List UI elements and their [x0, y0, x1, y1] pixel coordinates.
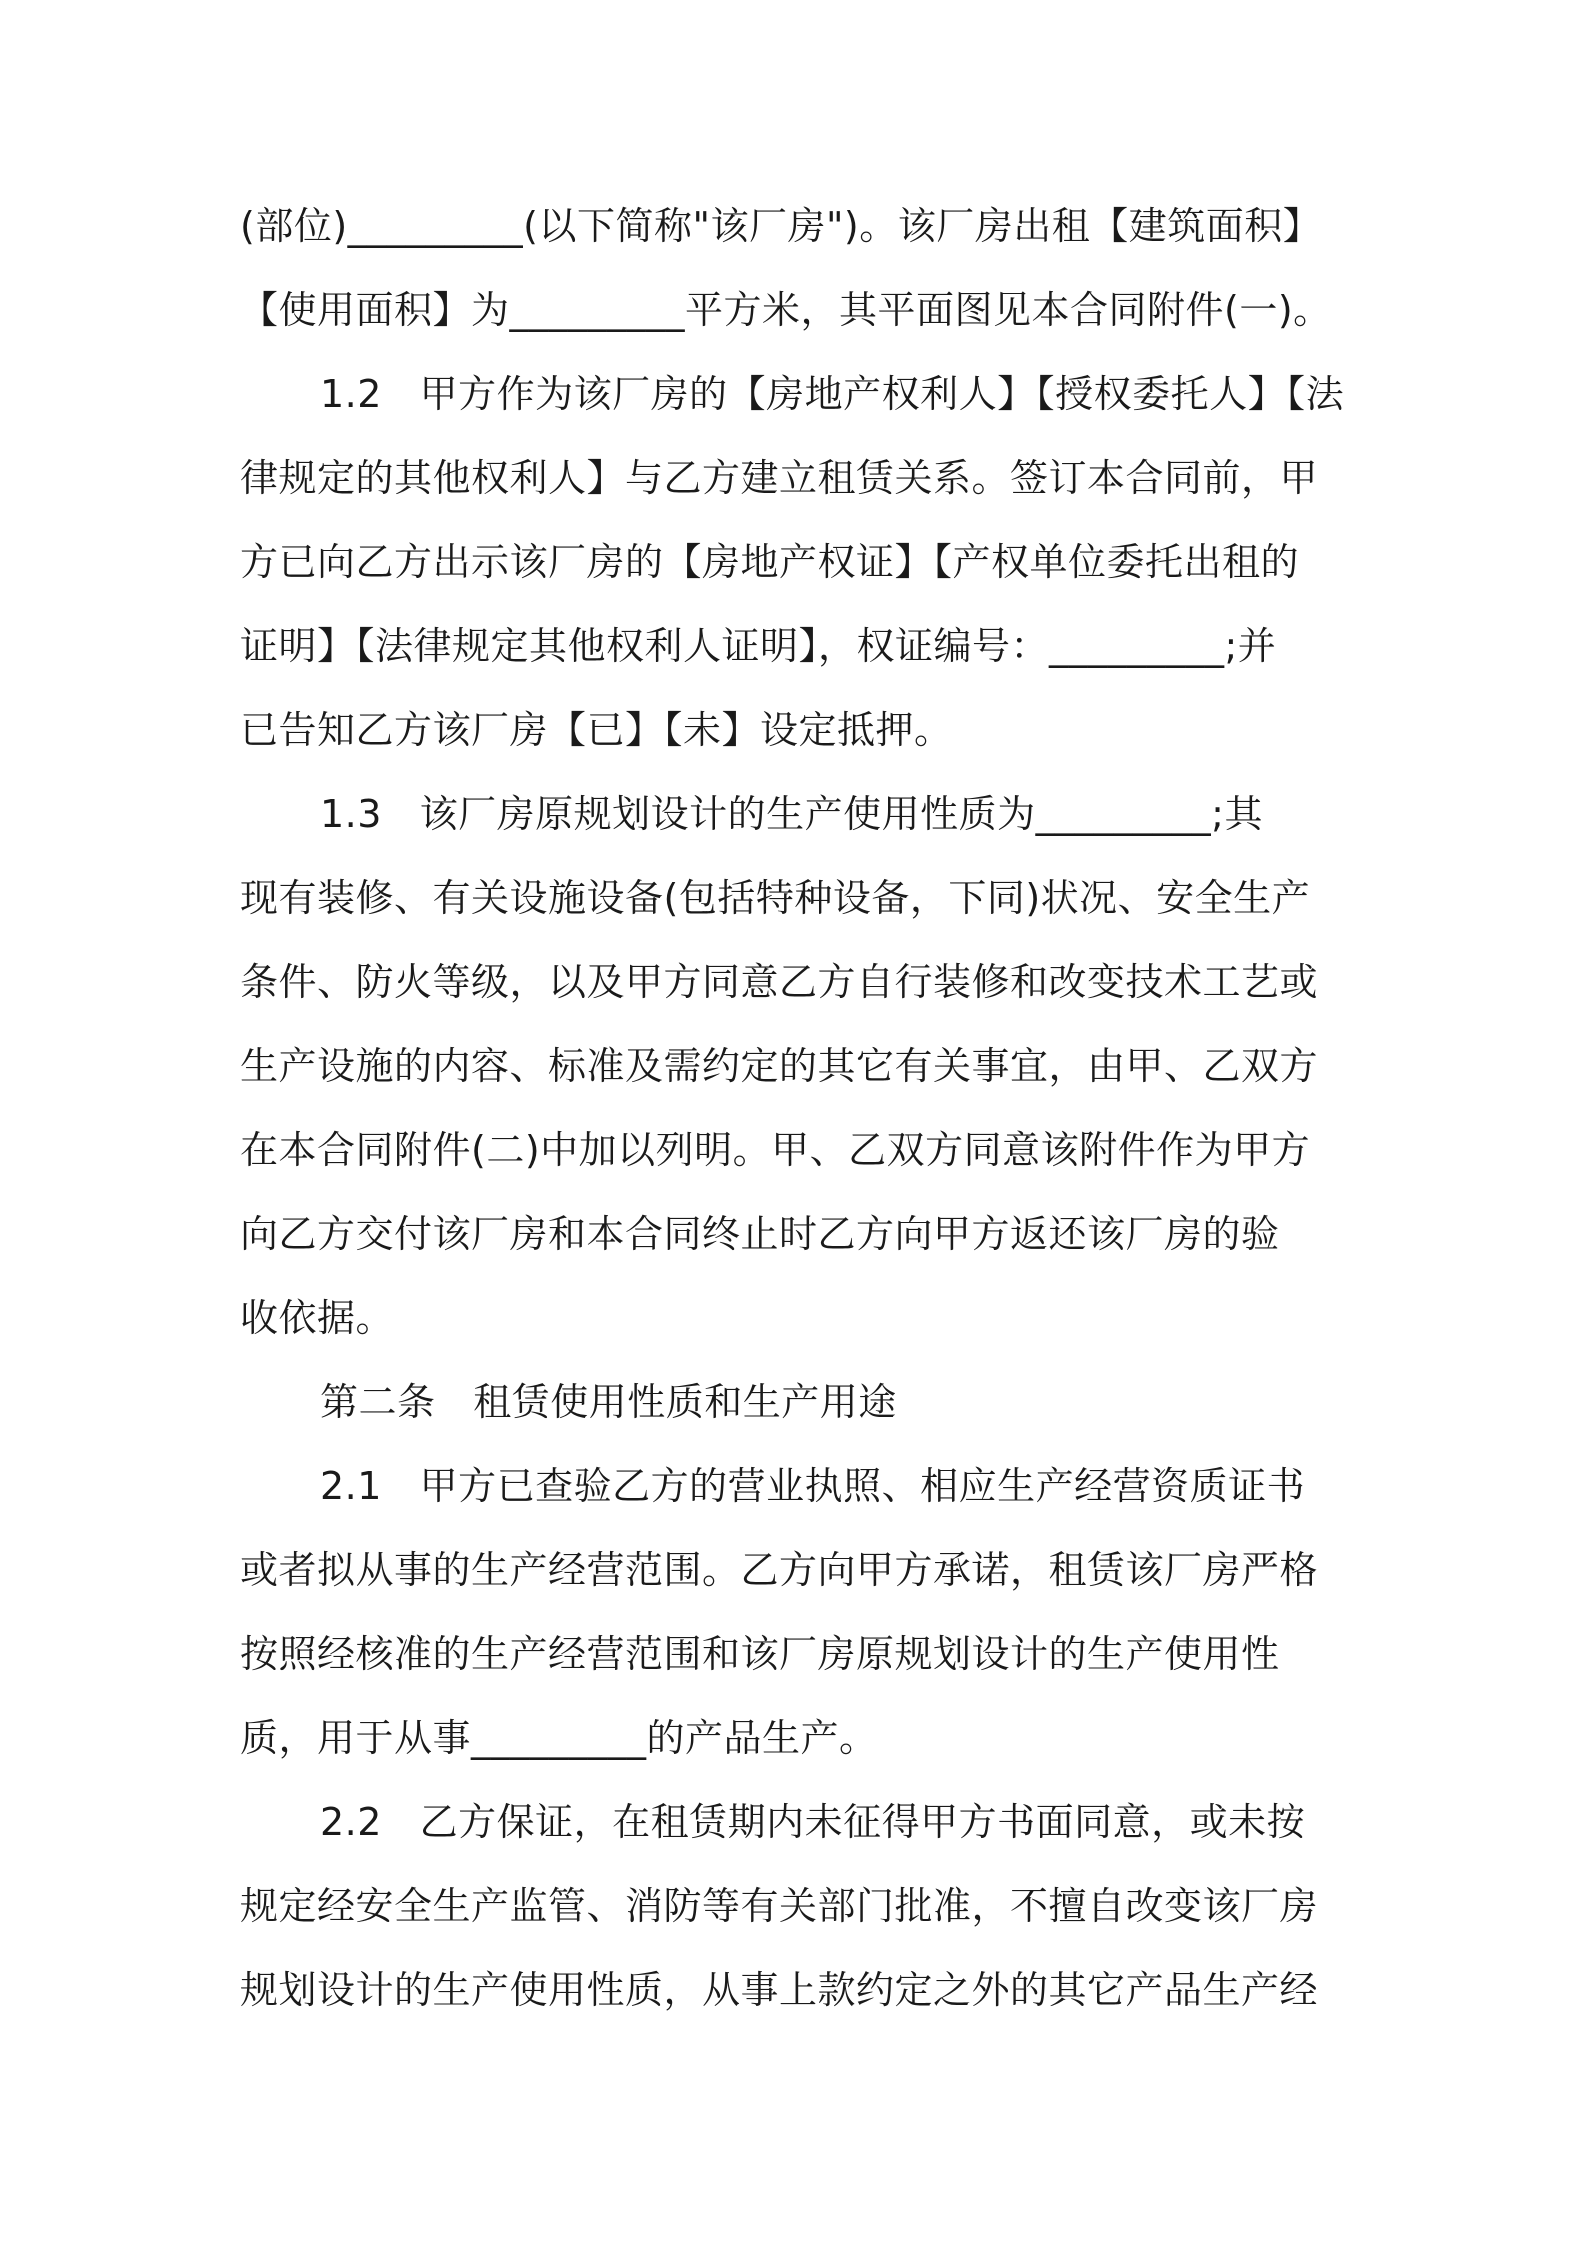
clause-1-3-line-3: 条件、防火等级，以及甲方同意乙方自行装修和改变技术工艺或 — [240, 960, 1319, 1004]
text-line-2: 【使用面积】为_________平方米，其平面图见本合同附件(一)。 — [240, 288, 1332, 332]
clause-2-2-line-1: 2.2 乙方保证，在租赁期内未征得甲方书面同意，或未按 — [320, 1800, 1306, 1844]
clause-1-2-line-3: 方已向乙方出示该厂房的【房地产权证】【产权单位委托出租的 — [240, 540, 1300, 584]
clause-2-1-line-4: 质，用于从事_________的产品生产。 — [240, 1716, 878, 1760]
clause-1-3-line-1: 1.3 该厂房原规划设计的生产使用性质为_________;其 — [320, 792, 1263, 836]
clause-2-2-line-3: 规划设计的生产使用性质，从事上款约定之外的其它产品生产经 — [240, 1968, 1319, 2012]
clause-2-1-line-3: 按照经核准的生产经营范围和该厂房原规划设计的生产使用性 — [240, 1632, 1280, 1676]
clause-2-1-line-1: 2.1 甲方已查验乙方的营业执照、相应生产经营资质证书 — [320, 1464, 1306, 1508]
text-line-1: (部位)_________(以下简称"该厂房")。该厂房出租【建筑面积】 — [240, 204, 1322, 248]
clause-2-1-line-2: 或者拟从事的生产经营范围。乙方向甲方承诺，租赁该厂房严格 — [240, 1548, 1319, 1592]
clause-1-3-line-5: 在本合同附件(二)中加以列明。甲、乙双方同意该附件作为甲方 — [240, 1128, 1311, 1172]
clause-1-2-line-4: 证明】【法律规定其他权利人证明】，权证编号：_________;并 — [240, 624, 1277, 668]
article-2-heading: 第二条 租赁使用性质和生产用途 — [320, 1380, 897, 1424]
clause-1-2-line-2: 律规定的其他权利人】与乙方建立租赁关系。签订本合同前，甲 — [240, 456, 1319, 500]
clause-1-3-line-7: 收依据。 — [240, 1296, 395, 1340]
clause-1-2-line-5: 已告知乙方该厂房【已】【未】设定抵押。 — [240, 708, 953, 752]
clause-1-2-line-1: 1.2 甲方作为该厂房的【房地产权利人】【授权委托人】【法 — [320, 372, 1345, 416]
clause-2-2-line-2: 规定经安全生产监管、消防等有关部门批准，不擅自改变该厂房 — [240, 1884, 1319, 1928]
clause-1-3-line-4: 生产设施的内容、标准及需约定的其它有关事宜，由甲、乙双方 — [240, 1044, 1319, 1088]
clause-1-3-line-2: 现有装修、有关设施设备(包括特种设备，下同)状况、安全生产 — [240, 876, 1311, 920]
clause-1-3-line-6: 向乙方交付该厂房和本合同终止时乙方向甲方返还该厂房的验 — [240, 1212, 1280, 1256]
